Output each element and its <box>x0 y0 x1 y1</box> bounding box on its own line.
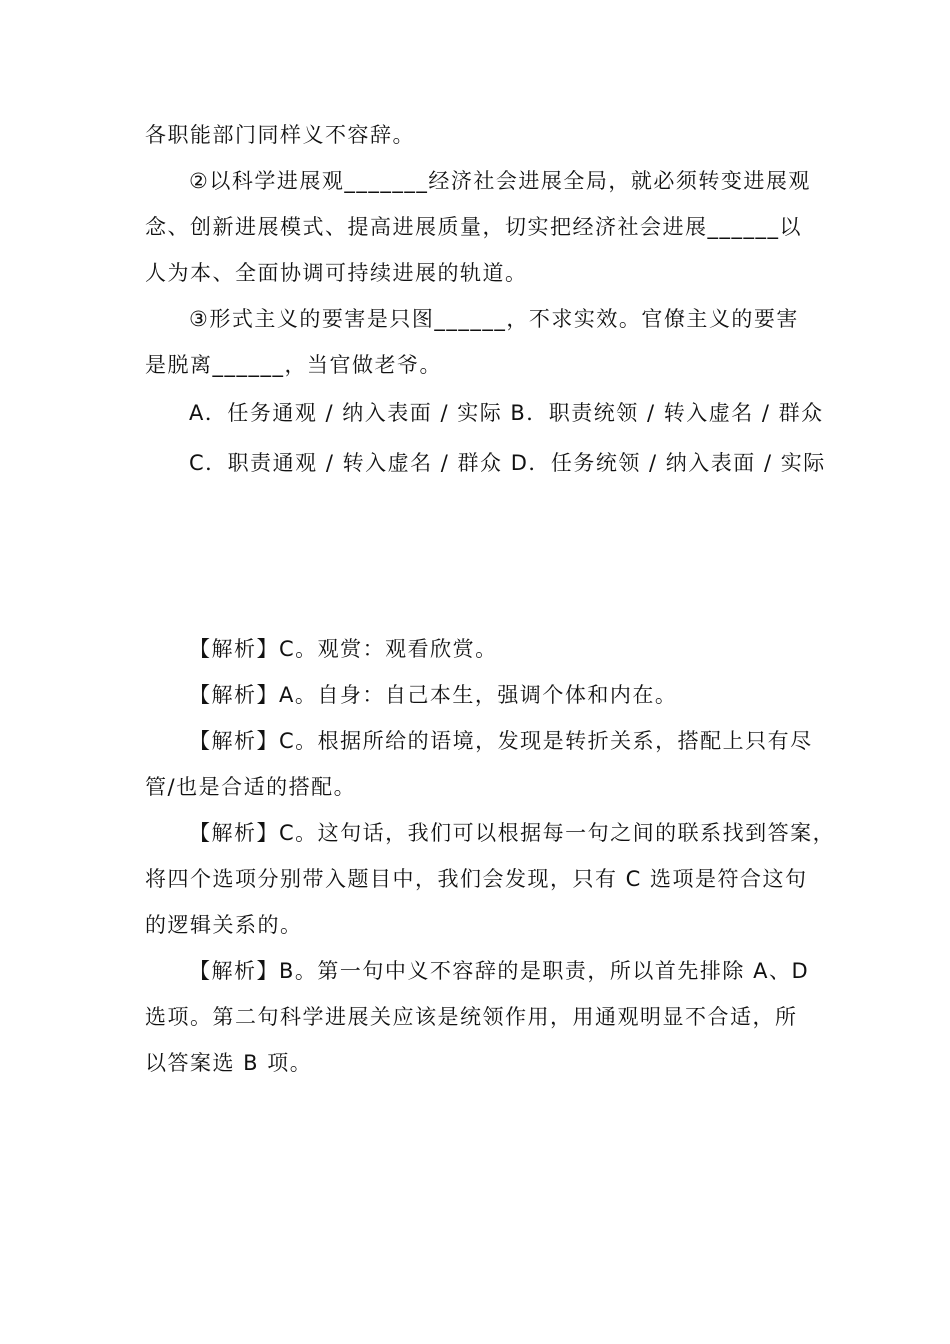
question-line-4: 人为本、全面协调可持续进展的轨道。 <box>145 261 528 285</box>
question-line-2: ②以科学进展观_______经济社会进展全局，就必须转变进展观 <box>189 169 811 193</box>
analysis-2: 【解析】A。自身：自己本生，强调个体和内在。 <box>189 683 678 707</box>
analysis-4-line-2: 将四个选项分别带入题目中，我们会发现，只有 C 选项是符合这句 <box>145 867 808 891</box>
question-block <box>145 112 825 388</box>
analysis-4-line-3: 的逻辑关系的。 <box>145 913 303 937</box>
question-line-6: 是脱离______，当官做老爷。 <box>145 353 442 377</box>
question-line-3: 念、创新进展模式、提高进展质量，切实把经济社会进展______以 <box>145 215 802 239</box>
analysis-5-line-1: 【解析】B。第一句中义不容辞的是职责，所以首先排除 A、D <box>189 959 810 983</box>
question-line-5: ③形式主义的要害是只图______，不求实效。官僚主义的要害 <box>189 307 799 331</box>
analysis-4-line-1: 【解析】C。这句话，我们可以根据每一句之间的联系找到答案， <box>189 821 836 845</box>
analysis-1: 【解析】C。观赏：观看欣赏。 <box>189 637 498 661</box>
analysis-3-line-1: 【解析】C。根据所给的语境，发现是转折关系，搭配上只有尽 <box>189 729 813 753</box>
options-row-cd: C．职责通观 / 转入虚名 / 群众 D．任务统领 / 纳入表面 / 实际 <box>189 451 826 475</box>
question-line-1: 各职能部门同样义不容辞。 <box>145 123 415 147</box>
analysis-5-line-3: 以答案选 B 项。 <box>145 1051 313 1075</box>
analysis-block <box>145 626 836 1086</box>
options-block <box>145 388 825 488</box>
options-row-ab: A．任务通观 / 纳入表面 / 实际 B．职责统领 / 转入虚名 / 群众 <box>189 401 824 425</box>
analysis-3-line-2: 管/也是合适的搭配。 <box>145 775 357 799</box>
analysis-5-line-2: 选项。第二句科学进展关应该是统领作用，用通观明显不合适，所 <box>145 1005 798 1029</box>
